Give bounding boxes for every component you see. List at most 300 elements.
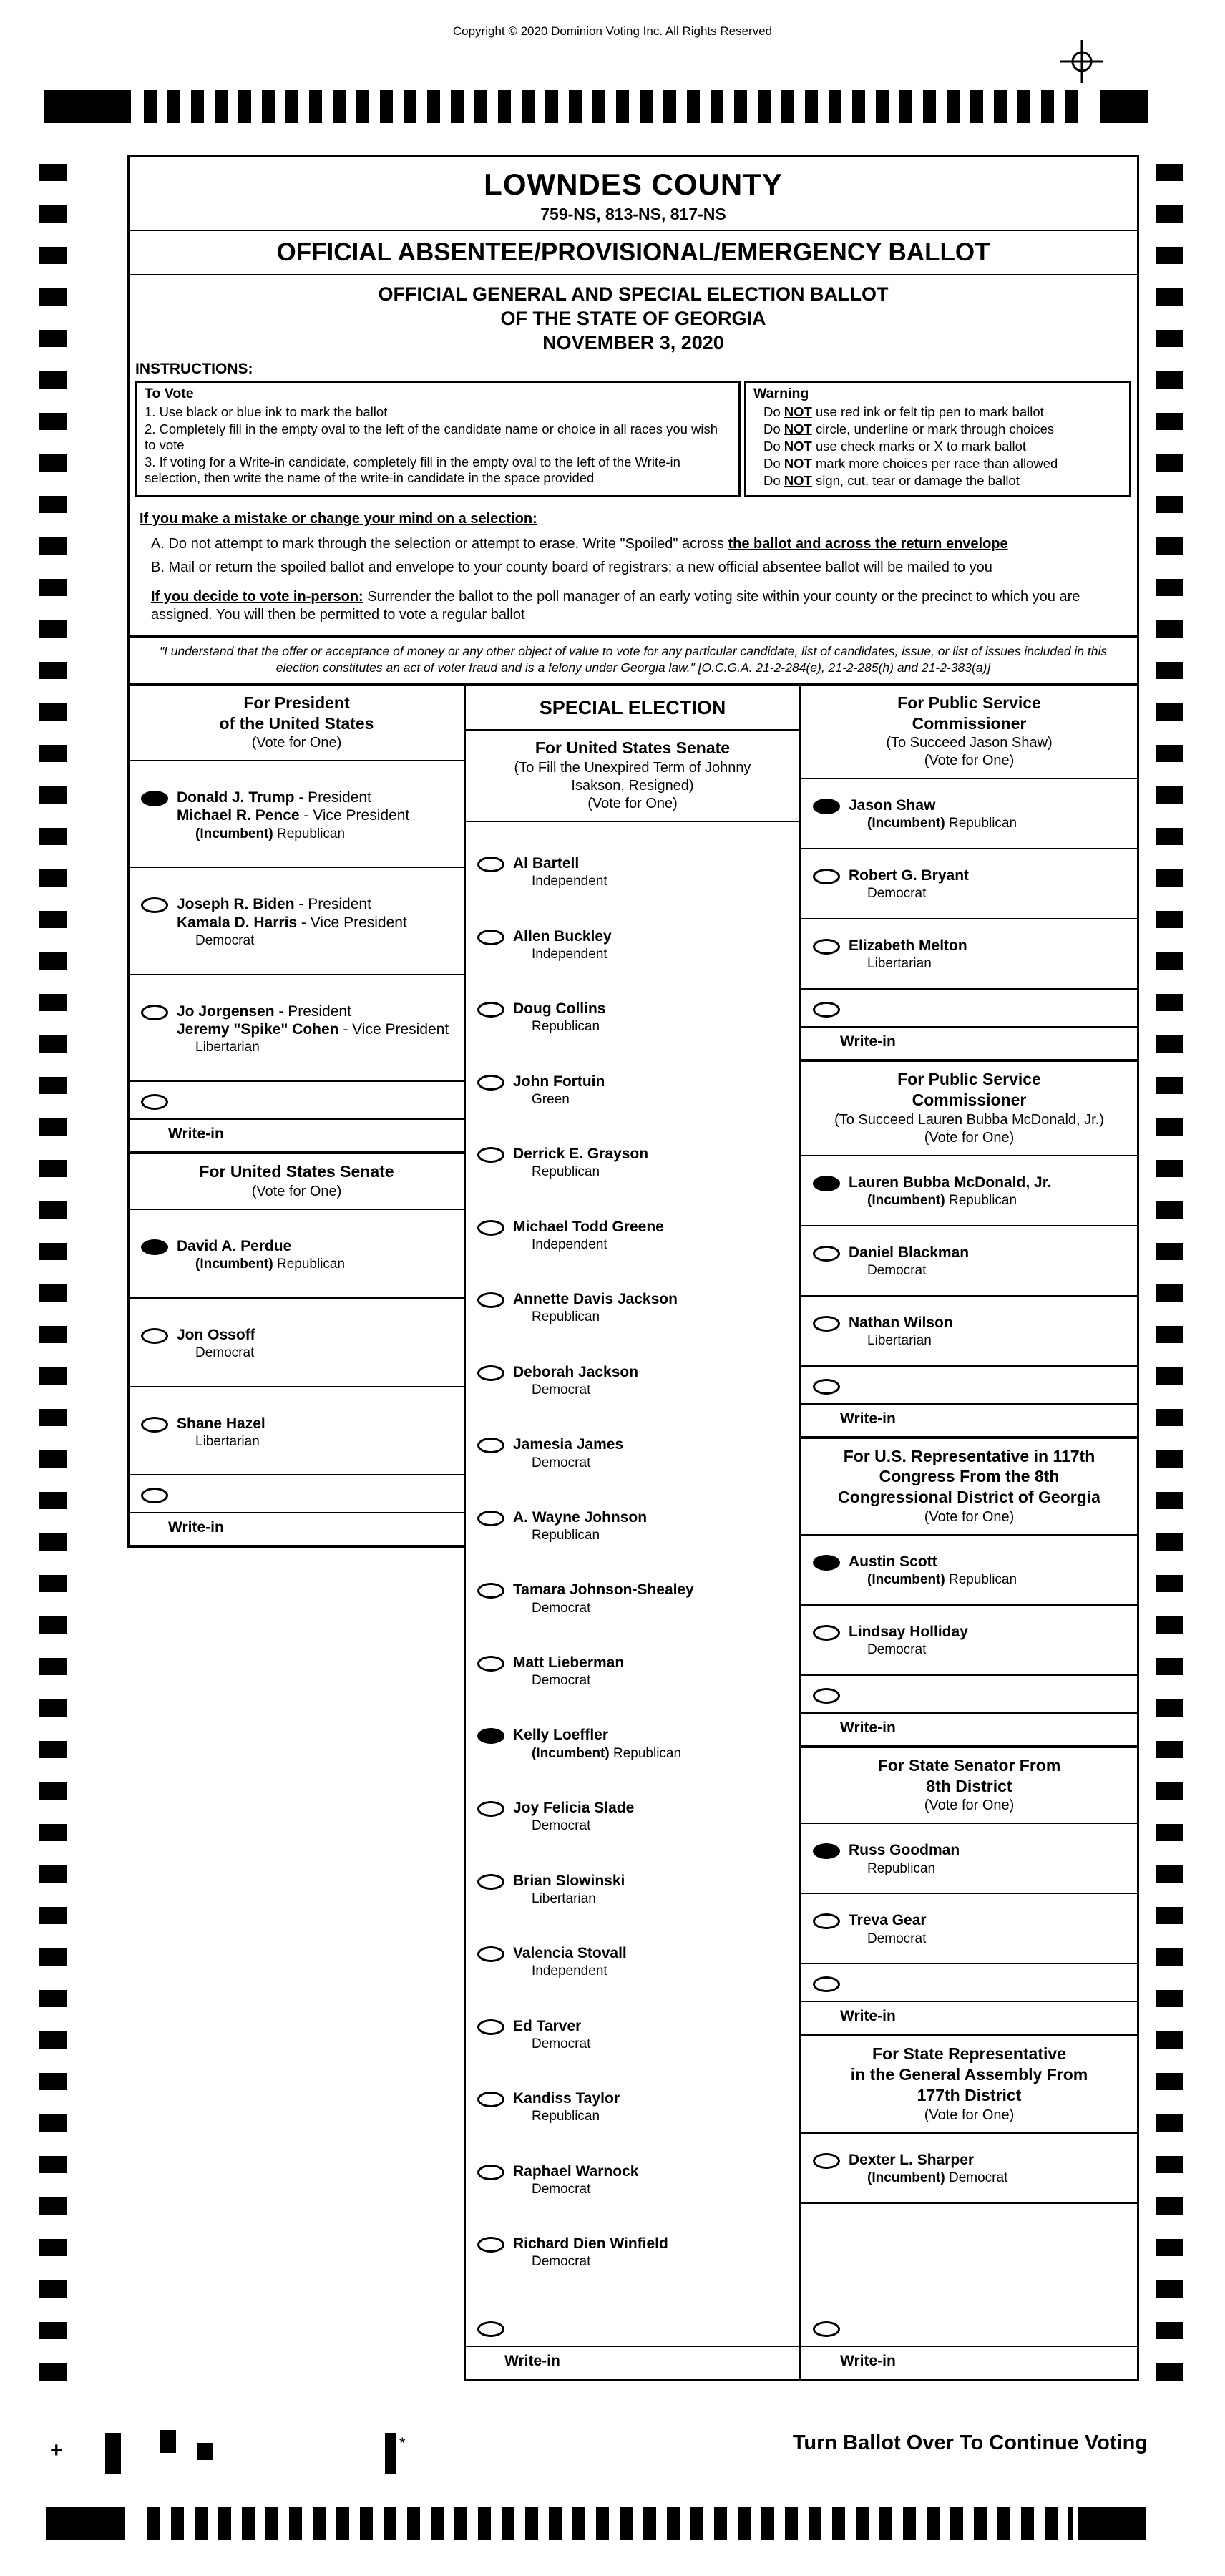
- candidate-name: Russ Goodman: [849, 1842, 960, 1859]
- candidate-name: Michael Todd Greene: [513, 1218, 664, 1235]
- candidate-name: Allen Buckley: [513, 927, 612, 945]
- candidate-row: [801, 779, 1137, 849]
- candidate-row: [466, 991, 799, 1044]
- candidate-row: [466, 1717, 799, 1770]
- contest-subtitle-line: (Vote for One): [924, 1508, 1015, 1525]
- candidate-text: [513, 2017, 590, 2053]
- candidate-row: [466, 1500, 799, 1553]
- candidate-party: Republican: [532, 1164, 600, 1180]
- candidate-text: [513, 1073, 605, 1108]
- candidate-party: Republican: [532, 1528, 600, 1543]
- oval-filled[interactable]: [813, 1843, 840, 1859]
- instructions-label: INSTRUCTIONS:: [135, 361, 253, 378]
- candidate-row: [466, 1936, 799, 1989]
- oval-empty[interactable]: [477, 1002, 504, 1018]
- warning-box: [744, 381, 1131, 497]
- contest-box: [466, 731, 799, 2381]
- candidate-name: Matt Lieberman: [513, 1654, 625, 1671]
- spacer: [801, 2204, 1137, 2309]
- candidate-text: [849, 1911, 927, 1947]
- candidate-row: [466, 1355, 799, 1407]
- mistake-item-a: [151, 535, 1127, 553]
- candidate-party: Green: [532, 1091, 570, 1107]
- candidate-text: [513, 2235, 668, 2270]
- contest-candidates: [801, 2134, 1137, 2204]
- candidate-text: [513, 1799, 634, 1835]
- candidate-text: [849, 1623, 968, 1659]
- candidate-party: Libertarian: [867, 956, 932, 972]
- to-vote-title: To Vote: [145, 386, 194, 402]
- contest-subtitle-line: (To Succeed Lauren Bubba McDonald, Jr.): [834, 1111, 1104, 1128]
- candidate-row: [130, 868, 464, 975]
- candidate-name: Jason Shaw: [849, 797, 936, 814]
- oval-empty[interactable]: [141, 1488, 168, 1503]
- candidate-name: Jamesia James: [513, 1436, 624, 1453]
- candidate-party: Democrat: [532, 1382, 591, 1397]
- oval-empty[interactable]: [141, 1094, 168, 1110]
- oval-empty[interactable]: [477, 1220, 504, 1236]
- write-in-label: Write-in: [801, 1026, 1137, 1059]
- candidate-party: Democrat: [532, 2254, 591, 2270]
- special-election-banner: SPECIAL ELECTION: [466, 686, 799, 731]
- oval-empty[interactable]: [141, 1417, 168, 1433]
- candidate-name: Ed Tarver: [513, 2017, 582, 2034]
- contest-title-line: For State Senator From: [877, 1755, 1061, 1775]
- contest-title-line: For Public Service: [897, 693, 1041, 712]
- warning-item: Do NOT circle, underline or mark through choices: [763, 421, 1055, 436]
- oval-empty[interactable]: [477, 1147, 504, 1163]
- candidate-text: [513, 1290, 678, 1326]
- contest-subtitle-line: Isakson, Resigned): [571, 777, 694, 794]
- oval-empty[interactable]: [813, 1688, 840, 1704]
- candidate-name: Daniel Blackman: [849, 1244, 970, 1261]
- oval-filled[interactable]: [477, 1728, 504, 1744]
- timing-mark-block-top-right: [1100, 90, 1148, 123]
- in-person-text: Surrender the ballot to the poll manager of an early voting site within your county or the precinct to which you are assigned. You will then be permitted to vote a regular ballot: [151, 588, 1080, 623]
- ballot-header-box: [127, 155, 1139, 686]
- candidate-name: A. Wayne Johnson: [513, 1508, 648, 1526]
- write-in-label: Write-in: [801, 1403, 1137, 1436]
- oval-empty[interactable]: [477, 1583, 504, 1599]
- candidate-party: Republican: [532, 1309, 600, 1325]
- candidate-text: [849, 2151, 1007, 2187]
- candidate-party: Republican: [532, 1019, 600, 1035]
- candidate-name: Annette Davis Jackson: [513, 1291, 678, 1308]
- contest-candidates: [801, 1156, 1137, 1367]
- write-in-oval-row: [130, 1475, 464, 1512]
- candidate-name: Michael R. Pence - Vice President: [177, 807, 410, 824]
- contest-title-line: For United States Senate: [199, 1161, 394, 1181]
- candidate-row: [801, 1156, 1137, 1226]
- candidate-party: Democrat: [532, 2036, 591, 2051]
- oval-empty[interactable]: [477, 1946, 504, 1962]
- column-left-contests: [127, 686, 464, 1548]
- candidate-name: Kamala D. Harris - Vice President: [177, 914, 407, 931]
- candidate-row: [466, 1863, 799, 1916]
- to-vote-box: [135, 381, 741, 497]
- election-title: [130, 275, 1137, 356]
- ballot-type-title: OFFICIAL ABSENTEE/PROVISIONAL/EMERGENCY BALLOT: [130, 231, 1137, 275]
- contest-candidates: [130, 1210, 464, 1476]
- write-in-oval-row: [466, 2309, 799, 2346]
- oval-empty[interactable]: [477, 857, 504, 872]
- contest-header: [801, 2036, 1137, 2133]
- candidate-name: David A. Perdue: [177, 1237, 292, 1254]
- contest-subtitle-line: (Vote for One): [924, 1797, 1015, 1814]
- candidate-party: (Incumbent) Republican: [867, 1192, 1017, 1208]
- contest-title-line: in the General Assembly From: [850, 2065, 1088, 2084]
- warning-item: Do NOT mark more choices per race than allowed: [763, 456, 1058, 472]
- contest-title-line: For State Representative: [872, 2044, 1066, 2064]
- candidate-party: Democrat: [532, 1818, 591, 1834]
- column-middle: [464, 686, 799, 2381]
- oval-empty[interactable]: [477, 2237, 504, 2253]
- candidate-party: Democrat: [195, 932, 255, 948]
- oval-empty[interactable]: [813, 1246, 840, 1262]
- candidate-party: Democrat: [532, 1455, 591, 1470]
- candidate-row: [466, 2009, 799, 2062]
- oval-empty[interactable]: [477, 2092, 504, 2107]
- mistake-item-a-text: A. Do not attempt to mark through the selection or attempt to erase. Write "Spoiled" across: [151, 535, 728, 552]
- timing-mark-strip-top: [144, 90, 1088, 123]
- candidate-row: [466, 1136, 799, 1189]
- candidate-text: [513, 1581, 694, 1616]
- write-in-oval-row: [801, 2309, 1137, 2346]
- candidate-row: [466, 1572, 799, 1625]
- mistake-instructions: [130, 502, 1137, 635]
- write-in-label: Write-in: [801, 2001, 1137, 2034]
- oval-empty[interactable]: [477, 1365, 504, 1381]
- oval-empty[interactable]: [477, 2165, 504, 2180]
- candidate-party: Democrat: [532, 1673, 591, 1689]
- candidate-text: [513, 1872, 625, 1908]
- candidate-name: Jon Ossoff: [177, 1326, 255, 1343]
- contest-candidates: [130, 761, 464, 1082]
- candidate-party: Democrat: [867, 1931, 927, 1946]
- candidate-party: (Incumbent) Democrat: [867, 2170, 1008, 2185]
- oval-empty[interactable]: [477, 2321, 504, 2337]
- calibration-mark: [160, 2430, 176, 2453]
- mistake-item-a-emphasis: the ballot and across the return envelope: [728, 535, 1008, 552]
- candidate-party: Independent: [532, 1236, 607, 1252]
- candidate-row: [801, 1606, 1137, 1676]
- write-in-oval-row: [801, 1367, 1137, 1403]
- contest-header: [801, 1748, 1137, 1825]
- candidate-party: Libertarian: [532, 1890, 596, 1906]
- asterisk-mark: *: [399, 2434, 406, 2452]
- contest-header: [466, 731, 799, 822]
- candidate-party: (Incumbent) Republican: [532, 1745, 682, 1761]
- contest-candidates: [466, 822, 799, 2303]
- candidate-name: Joseph R. Biden - President: [177, 896, 371, 913]
- oval-empty[interactable]: [477, 1511, 504, 1526]
- candidate-name: Treva Gear: [849, 1912, 927, 1929]
- ballot-content: [127, 155, 1139, 2381]
- contest-box: [801, 686, 1137, 1062]
- contest-title-line: Commissioner: [912, 1090, 1027, 1109]
- oval-empty[interactable]: [813, 1913, 840, 1929]
- contest-box: [130, 1154, 464, 1548]
- candidate-party: (Incumbent) Republican: [195, 1256, 346, 1272]
- candidate-party: Independent: [532, 1963, 607, 1979]
- candidate-party: Democrat: [867, 1642, 927, 1658]
- write-in-oval-row: [801, 1964, 1137, 2001]
- candidate-text: [849, 1174, 1052, 1209]
- oval-filled[interactable]: [141, 1239, 168, 1255]
- candidate-row: [801, 2134, 1137, 2204]
- column-left: [127, 686, 464, 2381]
- oval-empty[interactable]: [141, 1328, 168, 1344]
- warning-items: [753, 404, 1122, 489]
- oval-empty[interactable]: [813, 869, 840, 884]
- candidate-name: Brian Slowinski: [513, 1872, 625, 1889]
- candidate-name: Kelly Loeffler: [513, 1727, 609, 1744]
- contest-header: [801, 1439, 1137, 1536]
- oval-empty[interactable]: [813, 1002, 840, 1018]
- oval-empty[interactable]: [813, 2321, 840, 2337]
- candidate-row: [801, 849, 1137, 919]
- timing-mark-strip-right: [1156, 164, 1183, 2382]
- candidate-row: [466, 1645, 799, 1698]
- warning-item: Do NOT use check marks or X to mark ballot: [763, 439, 1027, 454]
- candidate-text: [513, 1726, 681, 1762]
- candidate-text: [513, 1508, 647, 1544]
- column-right: [799, 686, 1139, 2381]
- contest-header: [801, 1062, 1137, 1156]
- candidate-name: Richard Dien Winfield: [513, 2235, 668, 2253]
- contest-title-line: Congressional District of Georgia: [838, 1488, 1100, 1507]
- oval-filled[interactable]: [813, 1555, 840, 1571]
- candidate-row: [130, 1387, 464, 1476]
- contest-subtitle-line: (Vote for One): [924, 1129, 1015, 1146]
- oval-empty[interactable]: [813, 2153, 840, 2169]
- candidate-text: [849, 796, 1017, 832]
- write-in-label: Write-in: [466, 2346, 799, 2379]
- write-in-oval-row: [801, 1676, 1137, 1712]
- contest-title-line: For Public Service: [897, 1070, 1041, 1089]
- candidate-row: [466, 1790, 799, 1843]
- mistake-item-b: B. Mail or return the spoiled ballot and envelope to your county board of registrars; a new official absentee ballot will be mailed to you: [151, 559, 992, 575]
- contest-subtitle-line: (To Fill the Unexpired Term of Johnny: [514, 759, 751, 776]
- oval-empty[interactable]: [477, 2019, 504, 2035]
- oval-empty[interactable]: [477, 930, 504, 945]
- candidate-name: Donald J. Trump - President: [177, 789, 371, 806]
- candidate-party: Independent: [532, 946, 607, 962]
- mistake-title: If you make a mistake or change your mind on a selection:: [140, 510, 537, 527]
- oval-filled[interactable]: [813, 799, 840, 814]
- oval-filled[interactable]: [813, 1176, 840, 1191]
- contest-subtitle-line: (Vote for One): [251, 1183, 342, 1199]
- candidate-text: [513, 2089, 620, 2125]
- candidate-row: [801, 1894, 1137, 1964]
- contest-box: [130, 686, 464, 1154]
- warning-item: Do NOT sign, cut, tear or damage the ballot: [763, 473, 1020, 489]
- to-vote-item: 3. If voting for a Write-in candidate, completely fill in the empty oval to the left of the Write-in selection, then write the name of the write-in candidate in the space provided: [145, 454, 680, 486]
- contest-title-line: For President: [243, 693, 350, 712]
- turn-ballot-over-text: Turn Ballot Over To Continue Voting: [792, 2431, 1148, 2454]
- write-in-oval-row: [801, 990, 1137, 1026]
- write-in-oval-row: [130, 1082, 464, 1118]
- oval-empty[interactable]: [477, 1438, 504, 1453]
- candidate-name: Raphael Warnock: [513, 2162, 639, 2180]
- candidate-name: Al Bartell: [513, 855, 580, 872]
- candidate-name: Lindsay Holliday: [849, 1623, 968, 1640]
- oval-empty[interactable]: [813, 1316, 840, 1332]
- candidate-party: Republican: [532, 2109, 600, 2124]
- candidate-row: [801, 1824, 1137, 1894]
- oval-empty[interactable]: [813, 1976, 840, 1992]
- candidate-text: [513, 927, 612, 963]
- candidate-text: [849, 867, 969, 902]
- candidate-name: Deborah Jackson: [513, 1363, 639, 1380]
- contest-box: [801, 2036, 1137, 2381]
- to-vote-items: [145, 404, 731, 487]
- candidate-party: Democrat: [867, 886, 927, 902]
- candidate-text: [849, 937, 967, 972]
- timing-mark-strip-left: [39, 164, 67, 2382]
- contest-columns: [127, 686, 1139, 2381]
- calibration-mark: [197, 2443, 213, 2460]
- candidate-name: Kandiss Taylor: [513, 2090, 620, 2107]
- candidate-name: Valencia Stovall: [513, 1945, 627, 1962]
- contest-candidates: [801, 1536, 1137, 1676]
- candidate-name: Doug Collins: [513, 1000, 606, 1018]
- candidate-row: [466, 1064, 799, 1117]
- contest-candidates: [801, 779, 1137, 990]
- in-person-label: If you decide to vote in-person:: [151, 588, 363, 605]
- candidate-party: Libertarian: [195, 1039, 260, 1055]
- oval-empty[interactable]: [141, 1005, 168, 1020]
- county-header: [130, 157, 1137, 231]
- candidate-party: Republican: [867, 1860, 936, 1876]
- copyright-text: Copyright © 2020 Dominion Voting Inc. All Rights Reserved: [452, 24, 773, 38]
- oval-empty[interactable]: [813, 1379, 840, 1395]
- oval-empty[interactable]: [813, 939, 840, 955]
- candidate-text: [513, 2162, 638, 2198]
- election-title-line2: OF THE STATE OF GEORGIA: [500, 307, 766, 329]
- candidate-text: [513, 1654, 624, 1689]
- candidate-row: [466, 919, 799, 972]
- ballot-style-ids: 759-NS, 813-NS, 817-NS: [540, 205, 726, 223]
- oval-empty[interactable]: [477, 1292, 504, 1308]
- candidate-name: Nathan Wilson: [849, 1314, 953, 1331]
- candidate-row: [466, 2226, 799, 2279]
- oval-filled[interactable]: [141, 791, 168, 806]
- candidate-text: [513, 854, 607, 890]
- to-vote-item: 1. Use black or blue ink to mark the ballot: [145, 404, 388, 419]
- instruction-boxes: [130, 379, 1137, 501]
- candidate-party: (Incumbent) Republican: [195, 826, 346, 841]
- oval-empty[interactable]: [477, 1801, 504, 1817]
- candidate-name: Lauren Bubba McDonald, Jr.: [849, 1174, 1052, 1191]
- candidate-name: Shane Hazel: [177, 1415, 265, 1432]
- timing-mark-block-bottom-left: [46, 2507, 125, 2540]
- warning-title: Warning: [753, 386, 809, 402]
- timing-mark-block-bottom-right: [1078, 2507, 1146, 2540]
- contest-title-line: 8th District: [926, 1776, 1012, 1795]
- oval-empty[interactable]: [141, 897, 168, 913]
- write-in-label: Write-in: [801, 1712, 1137, 1745]
- candidate-name: Tamara Johnson-Shealey: [513, 1581, 694, 1599]
- plus-registration-mark: +: [50, 2439, 63, 2462]
- voter-fraud-oath: "I understand that the offer or acceptance of money or any other object of value to vote for any particular candidate, list of candidates, issue, or list of issues included in this election constitutes an act of voter fraud and is a felony under Georgia law." [O.C.G.A. 21-2-284(e), 21-2-285(h) and 21-2-383(a)]: [130, 635, 1137, 683]
- oval-empty[interactable]: [813, 1625, 840, 1641]
- candidate-text: [513, 1145, 648, 1181]
- candidate-row: [130, 761, 464, 868]
- candidate-row: [466, 1209, 799, 1262]
- candidate-text: [177, 895, 407, 949]
- registration-crosshair-icon: [1060, 40, 1103, 83]
- contest-title-line: For U.S. Representative in 117th: [843, 1446, 1095, 1465]
- candidate-name: Elizabeth Melton: [849, 937, 967, 955]
- candidate-party: (Incumbent) Republican: [867, 1572, 1017, 1588]
- candidate-name: Derrick E. Grayson: [513, 1146, 649, 1163]
- to-vote-item: 2. Completely fill in the empty oval to the left of the candidate name or choice in all races you wish to vote: [145, 421, 718, 453]
- contest-header: [801, 686, 1137, 780]
- candidate-party: Democrat: [532, 2181, 591, 2197]
- contest-title-line: Congress From the 8th: [879, 1467, 1060, 1486]
- contest-subtitle-line: (To Succeed Jason Shaw): [886, 735, 1053, 751]
- oval-empty[interactable]: [477, 1075, 504, 1091]
- candidate-name: Jeremy "Spike" Cohen - Vice President: [177, 1020, 449, 1038]
- contest-header: [130, 1154, 464, 1210]
- write-in-label: Write-in: [130, 1118, 464, 1151]
- candidate-row: [466, 1282, 799, 1335]
- candidate-row: [801, 1297, 1137, 1367]
- candidate-row: [466, 2154, 799, 2207]
- contest-subtitle-line: (Vote for One): [924, 2107, 1015, 2123]
- write-in-label: Write-in: [801, 2346, 1137, 2379]
- contest-box: [801, 1062, 1137, 1438]
- contest-box: [801, 1439, 1137, 1748]
- oval-empty[interactable]: [477, 1656, 504, 1672]
- candidate-party: Democrat: [195, 1345, 255, 1360]
- calibration-mark: [105, 2433, 121, 2474]
- candidate-text: [513, 1435, 623, 1471]
- candidate-party: Libertarian: [867, 1332, 932, 1348]
- election-date: NOVEMBER 3, 2020: [542, 331, 724, 353]
- timing-mark-block-top-left: [44, 90, 131, 123]
- candidate-row: [466, 2081, 799, 2134]
- contest-subtitle-line: (Vote for One): [924, 753, 1015, 769]
- candidate-text: [513, 1363, 638, 1399]
- contest-candidates: [801, 1824, 1137, 1964]
- contest-subtitle-line: (Vote for One): [251, 735, 342, 751]
- county-title: LOWNDES COUNTY: [484, 167, 783, 201]
- candidate-party: Democrat: [867, 1262, 927, 1278]
- candidate-text: [849, 1244, 969, 1279]
- contest-header: [130, 686, 464, 762]
- candidate-party: (Incumbent) Republican: [867, 816, 1017, 831]
- candidate-text: [849, 1314, 953, 1350]
- candidate-row: [801, 1536, 1137, 1606]
- warning-item: Do NOT use red ink or felt tip pen to mark ballot: [763, 404, 1044, 419]
- candidate-name: John Fortuin: [513, 1073, 605, 1090]
- oval-empty[interactable]: [477, 1874, 504, 1890]
- candidate-text: [849, 1841, 960, 1877]
- timing-mark-strip-bottom: [147, 2507, 1073, 2540]
- candidate-name: Joy Felicia Slade: [513, 1799, 635, 1816]
- contest-title-line: For United States Senate: [535, 738, 731, 757]
- contest-box: [801, 1748, 1137, 2036]
- candidate-text: [177, 1002, 449, 1056]
- candidate-text: [513, 1000, 606, 1035]
- candidate-text: [177, 789, 409, 842]
- candidate-row: [801, 1226, 1137, 1297]
- candidate-row: [130, 1210, 464, 1299]
- candidate-row: [466, 846, 799, 899]
- candidate-text: [513, 1218, 664, 1254]
